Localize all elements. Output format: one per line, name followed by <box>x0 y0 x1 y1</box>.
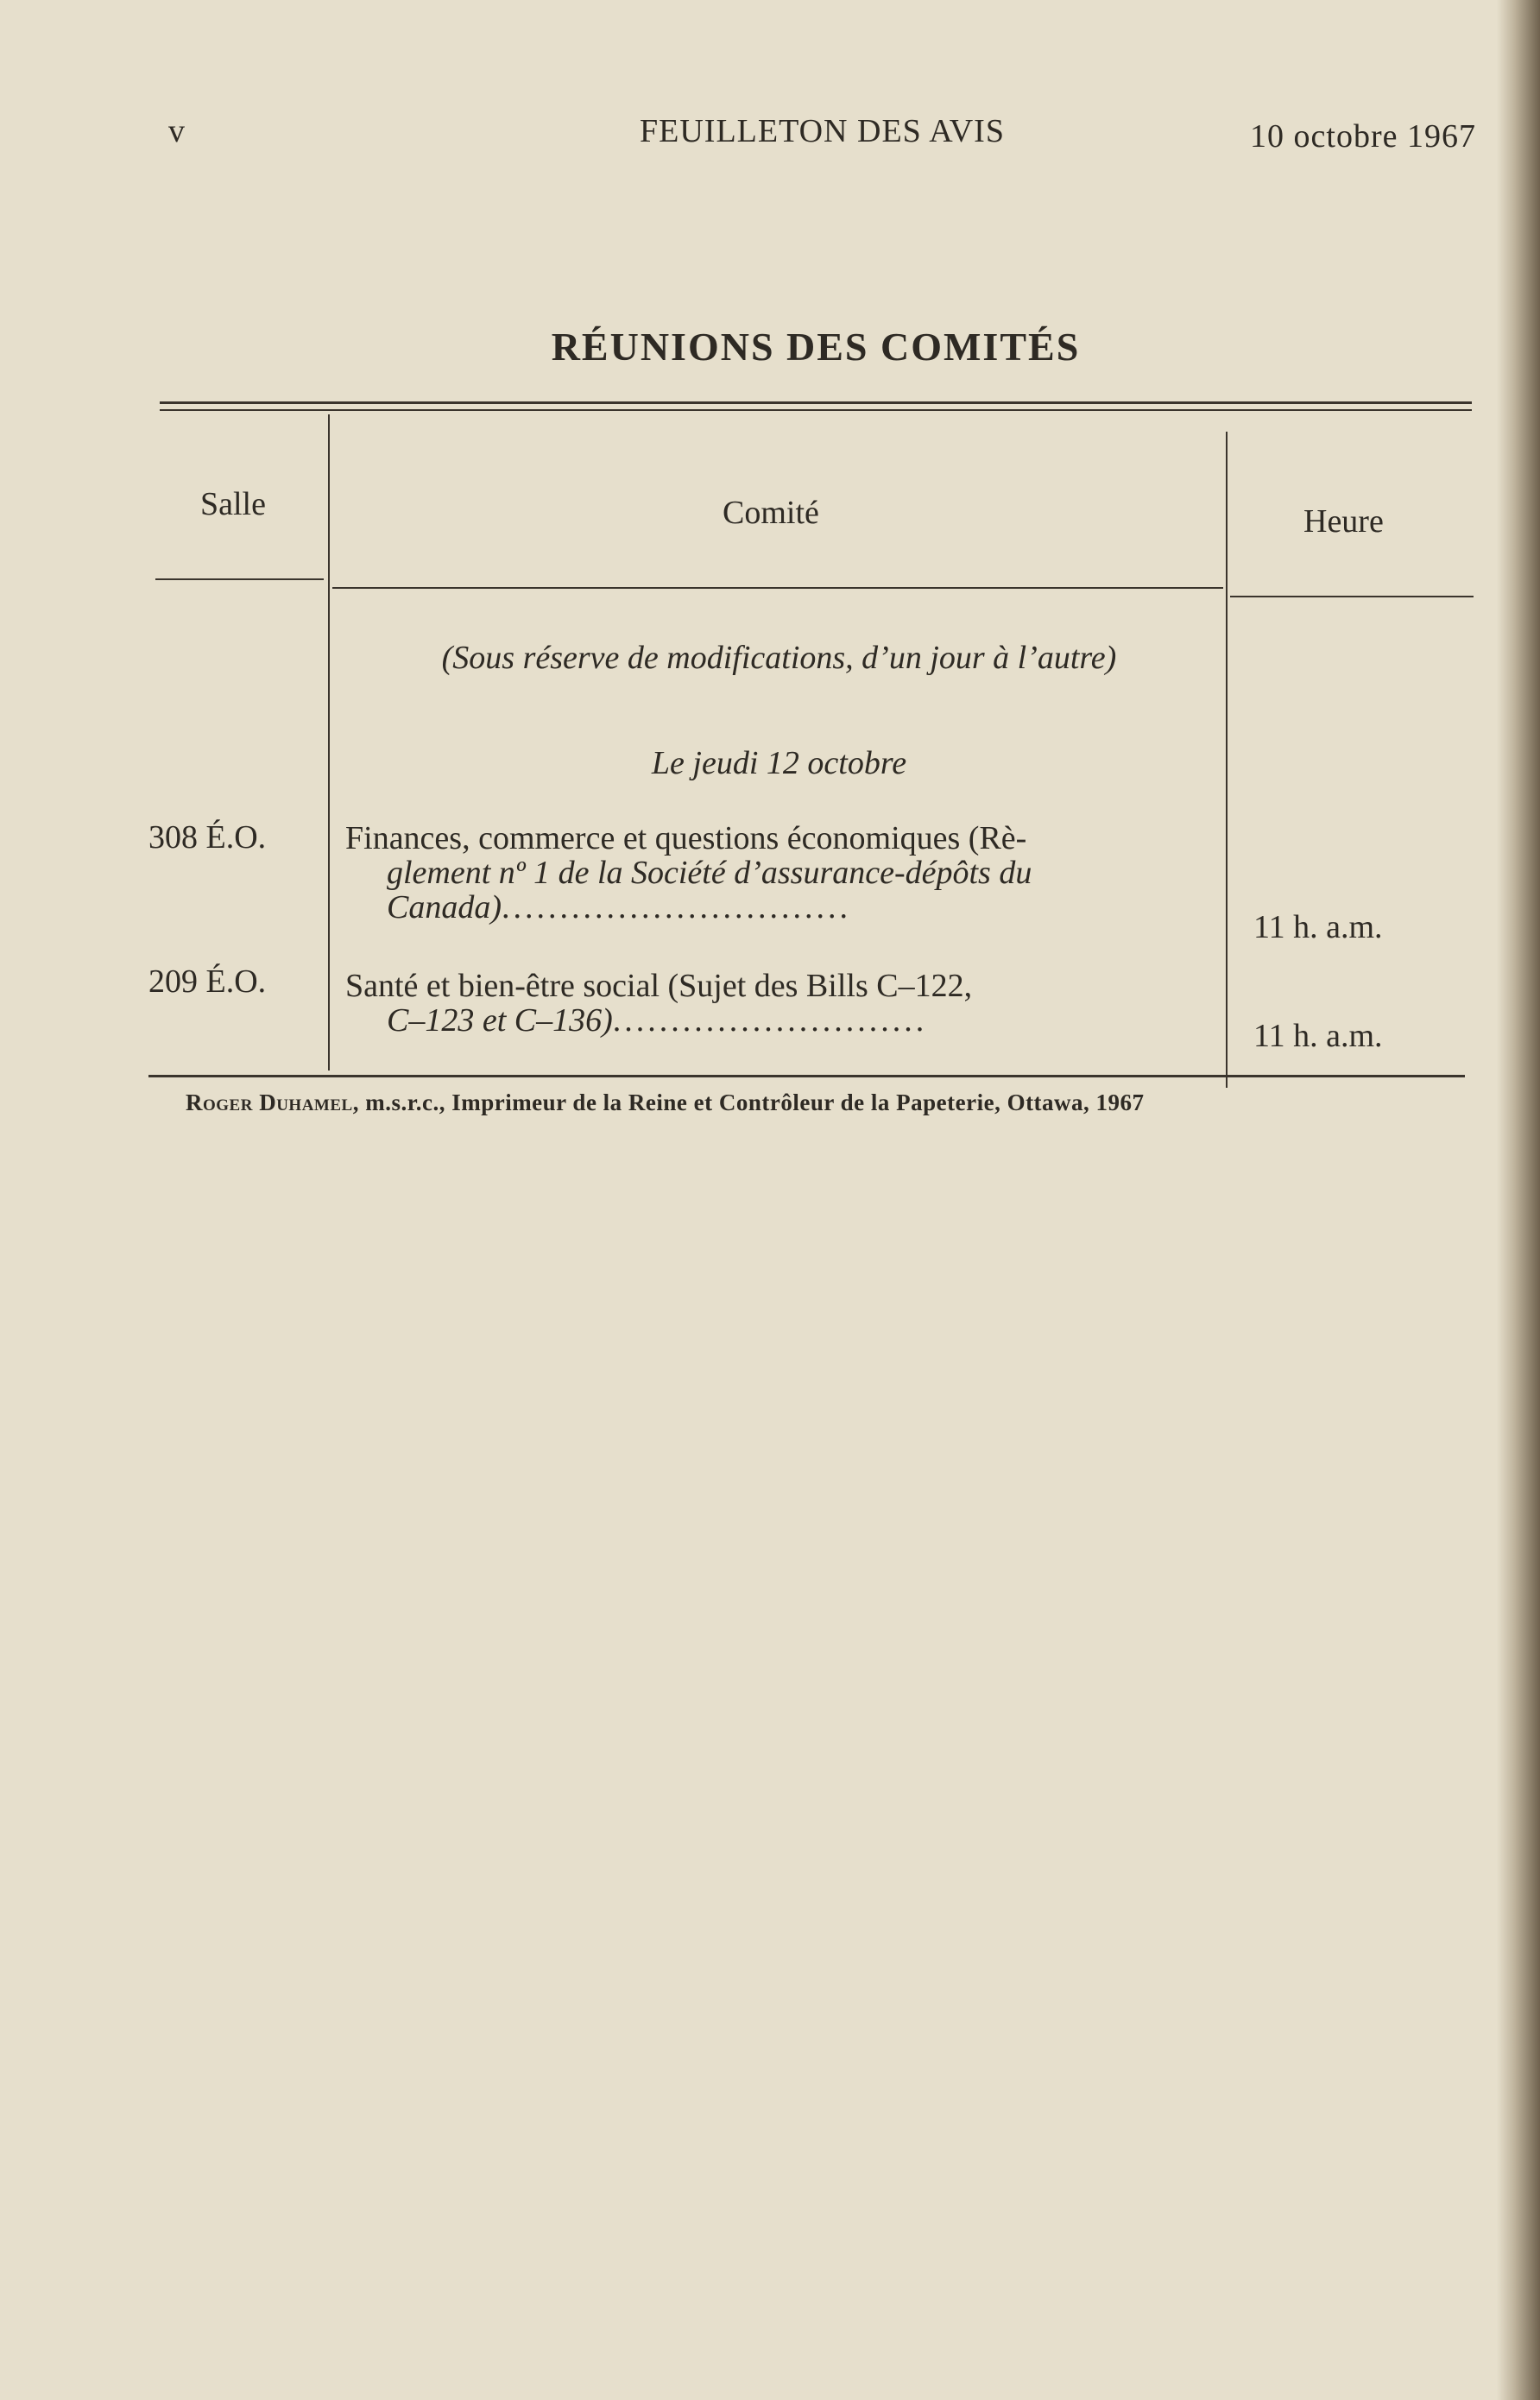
row-1-dot-leaders: .............................. <box>502 890 851 925</box>
row-2-committee <box>345 969 1200 1038</box>
day-heading: Le jeudi 12 octobre <box>651 745 907 781</box>
column-divider-right <box>1226 432 1228 1088</box>
row-1-committee-line-1: Finances, commerce et questions économiques (Rè- <box>345 821 1027 856</box>
header-room: Salle <box>200 486 266 522</box>
header-rule-time <box>1230 596 1474 597</box>
top-double-rule-2 <box>160 409 1472 411</box>
printer-credentials: , m.s.r.c., Imprimeur de la Reine et Contrôleur de la Papeterie, Ottawa, 1967 <box>352 1089 1145 1115</box>
running-head-date: 10 octobre 1967 <box>1250 118 1476 155</box>
column-divider-left <box>328 414 330 1071</box>
row-1-committee-line-3: Canada) <box>387 890 502 925</box>
row-1-room: 308 É.O. <box>148 819 267 856</box>
row-2-committee-line-2: C–123 et C–136) <box>387 1003 613 1038</box>
top-double-rule-1 <box>160 401 1472 404</box>
row-1-committee <box>345 821 1200 925</box>
printer-name: Roger Duhamel <box>186 1089 353 1115</box>
row-1-committee-line-2: glement nº 1 de la Société d’assurance-dépôts du <box>387 856 1032 890</box>
bottom-rule <box>148 1075 1465 1077</box>
row-2-room: 209 É.O. <box>148 963 267 1000</box>
header-rule-committee <box>332 587 1223 589</box>
section-title: RÉUNIONS DES COMITÉS <box>551 325 1081 369</box>
row-1-time: 11 h. a.m. <box>1253 909 1383 945</box>
row-2-time: 11 h. a.m. <box>1253 1018 1383 1054</box>
row-2-committee-line-1: Santé et bien-être social (Sujet des Bills C–122, <box>345 969 973 1003</box>
running-head-title: FEUILLETON DES AVIS <box>640 113 1005 149</box>
running-head <box>168 112 1476 155</box>
header-committee: Comité <box>723 495 819 531</box>
page-edge-shadow <box>1497 0 1540 2400</box>
row-2-dot-leaders: ........................... <box>612 1003 928 1038</box>
schedule-note: (Sous réserve de modifications, d’un jour à l’autre) <box>441 640 1117 676</box>
header-rule-room <box>155 578 324 580</box>
page-folio: v <box>168 113 186 149</box>
printer-imprint <box>186 1089 1446 1116</box>
header-time: Heure <box>1303 503 1384 540</box>
